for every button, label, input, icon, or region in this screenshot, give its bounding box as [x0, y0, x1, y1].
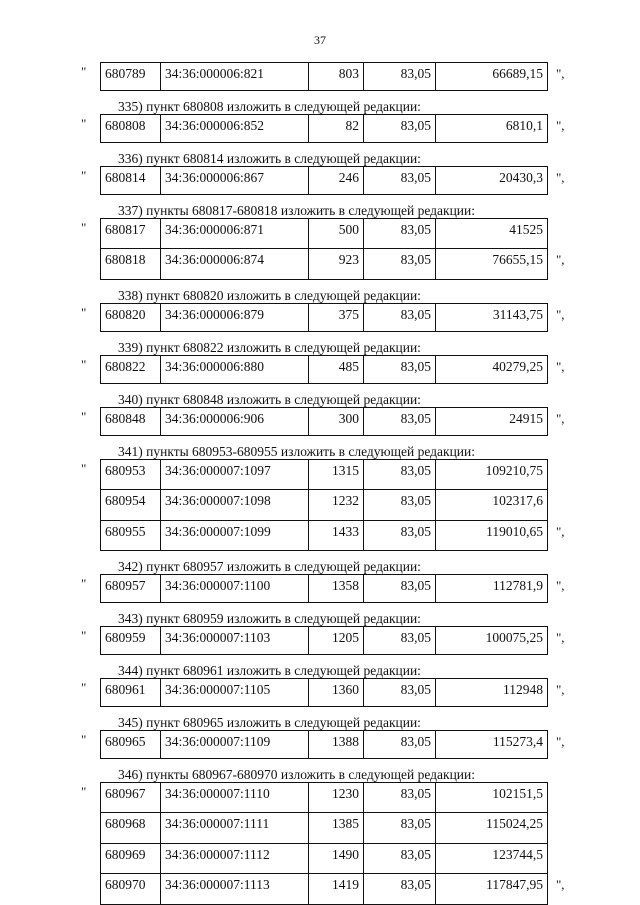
table-row	[101, 490, 548, 520]
opening-quote: "	[81, 220, 87, 235]
opening-quote: "	[81, 680, 87, 695]
rate-cell: 83,05	[364, 731, 436, 759]
cadastral-number-cell: 34:36:000007:1113	[161, 874, 309, 904]
rate-cell: 83,05	[364, 490, 436, 520]
area-cell: 803	[309, 63, 364, 91]
value-cell: 66689,15	[436, 63, 548, 91]
item-number-cell: 680967	[101, 783, 161, 813]
closing-quote: ",	[556, 523, 565, 539]
rate-cell: 83,05	[364, 407, 436, 435]
amendment-heading: 345) пункт 680965 изложить в следующей редакции:	[118, 715, 421, 730]
item-number-cell: 680820	[101, 303, 161, 331]
value-cell: 41525	[436, 219, 548, 249]
area-cell: 1315	[309, 459, 364, 489]
opening-quote: "	[81, 356, 87, 372]
cadastral-number-cell: 34:36:000007:1111	[161, 813, 309, 843]
item-number-cell: 680957	[101, 575, 161, 603]
opening-quote: "	[81, 408, 87, 424]
amendment-table	[100, 459, 548, 551]
amendment-table	[100, 303, 548, 332]
amendment-heading: 335) пункт 680808 изложить в следующей редакции:	[118, 99, 421, 114]
rate-cell: 83,05	[364, 679, 436, 707]
closing-quote: ",	[556, 578, 565, 593]
closing-quote: ",	[556, 170, 565, 185]
value-cell: 109210,75	[436, 459, 548, 489]
cadastral-number-cell: 34:36:000006:867	[161, 167, 309, 195]
area-cell: 1360	[309, 679, 364, 707]
area-cell: 1419	[309, 874, 364, 904]
rate-cell: 83,05	[364, 63, 436, 91]
cadastral-number-cell: 34:36:000007:1100	[161, 575, 309, 603]
table-row	[101, 115, 548, 143]
closing-quote: ",	[556, 66, 565, 81]
amendment-table	[100, 166, 548, 195]
cadastral-number-cell: 34:36:000007:1112	[161, 843, 309, 873]
cadastral-number-cell: 34:36:000006:821	[161, 63, 309, 91]
page-number: 37	[314, 33, 326, 47]
table-row	[101, 813, 548, 843]
amendment-table	[100, 678, 548, 707]
item-number-cell: 680817	[101, 219, 161, 249]
value-cell: 102317,6	[436, 490, 548, 520]
area-cell: 82	[309, 115, 364, 143]
value-cell: 115273,4	[436, 731, 548, 759]
item-number-cell: 680969	[101, 843, 161, 873]
amendment-heading: 339) пункт 680822 изложить в следующей редакции:	[118, 339, 421, 355]
rate-cell: 83,05	[364, 167, 436, 195]
area-cell: 1230	[309, 783, 364, 813]
closing-quote: ",	[556, 682, 565, 697]
rate-cell: 83,05	[364, 627, 436, 655]
closing-quote: ",	[556, 118, 565, 133]
cadastral-number-cell: 34:36:000007:1109	[161, 731, 309, 759]
item-number-cell: 680965	[101, 731, 161, 759]
amendment-table	[100, 218, 548, 280]
value-cell: 117847,95	[436, 874, 548, 904]
table-row	[101, 459, 548, 489]
amendment-table	[100, 114, 548, 143]
table-row	[101, 783, 548, 813]
area-cell: 1205	[309, 627, 364, 655]
item-number-cell: 680808	[101, 115, 161, 143]
cadastral-number-cell: 34:36:000006:880	[161, 355, 309, 383]
closing-quote: ",	[556, 877, 565, 893]
cadastral-number-cell: 34:36:000007:1098	[161, 490, 309, 520]
amendment-heading: 341) пункты 680953-680955 изложить в следующей редакции:	[118, 443, 475, 459]
rate-cell: 83,05	[364, 249, 436, 279]
rate-cell: 83,05	[364, 303, 436, 331]
item-number-cell: 680968	[101, 813, 161, 843]
value-cell: 112948	[436, 679, 548, 707]
rate-cell: 83,05	[364, 575, 436, 603]
value-cell: 31143,75	[436, 303, 548, 331]
closing-quote: ",	[556, 630, 565, 645]
closing-quote: ",	[556, 734, 565, 749]
value-cell: 119010,65	[436, 520, 548, 550]
area-cell: 485	[309, 355, 364, 383]
amendment-table	[100, 407, 548, 436]
rate-cell: 83,05	[364, 874, 436, 904]
value-cell: 100075,25	[436, 627, 548, 655]
item-number-cell: 680814	[101, 167, 161, 195]
value-cell: 24915	[436, 407, 548, 435]
rate-cell: 83,05	[364, 115, 436, 143]
cadastral-number-cell: 34:36:000006:879	[161, 303, 309, 331]
rate-cell: 83,05	[364, 459, 436, 489]
area-cell: 246	[309, 167, 364, 195]
rate-cell: 83,05	[364, 520, 436, 550]
amendment-heading: 346) пункты 680967-680970 изложить в следующей редакции:	[118, 767, 475, 782]
opening-quote: "	[81, 116, 87, 131]
cadastral-number-cell: 34:36:000007:1103	[161, 627, 309, 655]
area-cell: 375	[309, 303, 364, 331]
rate-cell: 83,05	[364, 843, 436, 873]
area-cell: 300	[309, 407, 364, 435]
closing-quote: ",	[556, 306, 565, 322]
opening-quote: "	[81, 460, 87, 476]
area-cell: 1433	[309, 520, 364, 550]
table-row	[101, 303, 548, 331]
area-cell: 500	[309, 219, 364, 249]
value-cell: 40279,25	[436, 355, 548, 383]
amendment-heading: 344) пункт 680961 изложить в следующей редакции:	[118, 663, 421, 678]
cadastral-number-cell: 34:36:000006:852	[161, 115, 309, 143]
value-cell: 112781,9	[436, 575, 548, 603]
table-row	[101, 843, 548, 873]
amendment-table	[100, 782, 548, 905]
cadastral-number-cell: 34:36:000007:1110	[161, 783, 309, 813]
amendment-heading: 338) пункт 680820 изложить в следующей редакции:	[118, 287, 421, 303]
amendment-table	[100, 574, 548, 603]
area-cell: 1490	[309, 843, 364, 873]
table-row	[101, 520, 548, 550]
table-row	[101, 63, 548, 91]
cadastral-number-cell: 34:36:000007:1097	[161, 459, 309, 489]
area-cell: 1385	[309, 813, 364, 843]
table-row	[101, 679, 548, 707]
table-row	[101, 219, 548, 249]
opening-quote: "	[81, 732, 87, 747]
cadastral-number-cell: 34:36:000007:1099	[161, 520, 309, 550]
item-number-cell: 680955	[101, 520, 161, 550]
area-cell: 1388	[309, 731, 364, 759]
cadastral-number-cell: 34:36:000007:1105	[161, 679, 309, 707]
area-cell: 1232	[309, 490, 364, 520]
amendment-table	[100, 730, 548, 759]
closing-quote: ",	[556, 252, 565, 268]
value-cell: 102151,5	[436, 783, 548, 813]
table-row	[101, 874, 548, 904]
closing-quote: ",	[556, 358, 565, 374]
rate-cell: 83,05	[364, 783, 436, 813]
item-number-cell: 680789	[101, 63, 161, 91]
value-cell: 115024,25	[436, 813, 548, 843]
item-number-cell: 680961	[101, 679, 161, 707]
item-number-cell: 680970	[101, 874, 161, 904]
value-cell: 6810,1	[436, 115, 548, 143]
amendment-heading: 343) пункт 680959 изложить в следующей редакции:	[118, 611, 421, 626]
opening-quote: "	[81, 784, 87, 799]
opening-quote: "	[81, 576, 87, 591]
table-row	[101, 731, 548, 759]
opening-quote: "	[81, 168, 87, 183]
table-row	[101, 355, 548, 383]
item-number-cell: 680953	[101, 459, 161, 489]
amendment-table	[100, 626, 548, 655]
table-row	[101, 575, 548, 603]
item-number-cell: 680818	[101, 249, 161, 279]
table-row	[101, 167, 548, 195]
opening-quote: "	[81, 64, 87, 79]
cadastral-number-cell: 34:36:000006:906	[161, 407, 309, 435]
rate-cell: 83,05	[364, 355, 436, 383]
cadastral-number-cell: 34:36:000006:871	[161, 219, 309, 249]
opening-quote: "	[81, 628, 87, 643]
value-cell: 20430,3	[436, 167, 548, 195]
area-cell: 1358	[309, 575, 364, 603]
table-row	[101, 249, 548, 279]
item-number-cell: 680959	[101, 627, 161, 655]
rate-cell: 83,05	[364, 219, 436, 249]
table-row	[101, 407, 548, 435]
area-cell: 923	[309, 249, 364, 279]
opening-quote: "	[81, 304, 87, 320]
cadastral-number-cell: 34:36:000006:874	[161, 249, 309, 279]
item-number-cell: 680822	[101, 355, 161, 383]
table-row	[101, 627, 548, 655]
item-number-cell: 680954	[101, 490, 161, 520]
closing-quote: ",	[556, 410, 565, 426]
amendment-heading: 337) пункты 680817-680818 изложить в следующей редакции:	[118, 203, 475, 218]
amendment-table	[100, 62, 548, 91]
value-cell: 123744,5	[436, 843, 548, 873]
rate-cell: 83,05	[364, 813, 436, 843]
amendment-heading: 336) пункт 680814 изложить в следующей редакции:	[118, 151, 421, 166]
amendment-table	[100, 355, 548, 384]
value-cell: 76655,15	[436, 249, 548, 279]
amendment-heading: 340) пункт 680848 изложить в следующей редакции:	[118, 391, 421, 407]
amendment-heading: 342) пункт 680957 изложить в следующей редакции:	[118, 559, 421, 574]
item-number-cell: 680848	[101, 407, 161, 435]
